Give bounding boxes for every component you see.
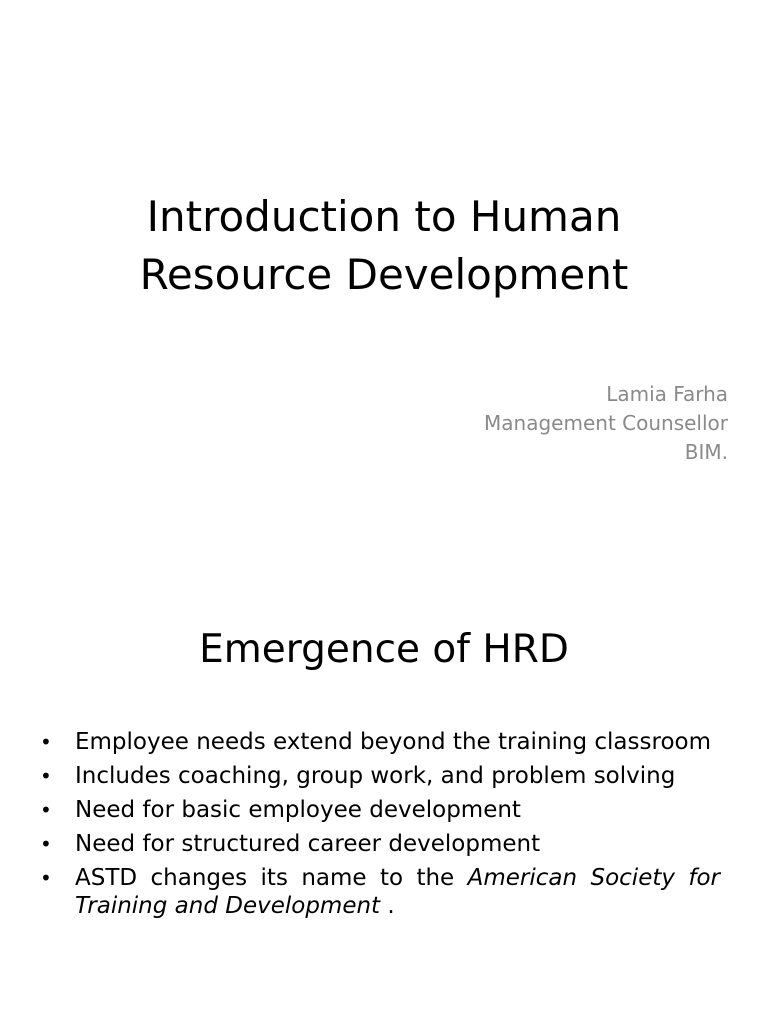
bullet-dot-icon: • <box>40 764 52 788</box>
bullet-dot-icon: • <box>40 730 52 754</box>
author-organization: BIM. <box>684 440 728 464</box>
bullet-text: Need for structured career development <box>75 831 541 857</box>
bullet-item <box>40 864 720 920</box>
bullet-text: ASTD changes its name to the <box>75 865 468 891</box>
bullet-list <box>40 728 720 926</box>
bullet-text: Employee needs extend beyond the training classroom <box>75 729 711 755</box>
bullet-dot-icon: • <box>40 832 52 856</box>
bullet-item <box>40 796 720 824</box>
bullet-dot-icon: • <box>40 866 52 890</box>
author-block <box>484 380 728 467</box>
bullet-text: Includes coaching, group work, and problem solving <box>75 763 676 789</box>
slide-heading: Emergence of HRD <box>199 627 569 672</box>
bullet-dot-icon: • <box>40 798 52 822</box>
bullet-text-end: . <box>380 893 395 919</box>
title-line-2: Resource Development <box>139 250 629 299</box>
title-line-1: Introduction to Human <box>146 192 622 241</box>
content-slide <box>0 512 768 1024</box>
slide-title <box>60 188 708 304</box>
bullet-text: Need for basic employee development <box>75 797 521 823</box>
bullet-item <box>40 762 720 790</box>
bullet-italic-text: American Society for Training and Development <box>75 865 721 919</box>
author-role: Management Counsellor <box>484 411 728 435</box>
bullet-item <box>40 830 720 858</box>
bullet-item <box>40 728 720 756</box>
author-name: Lamia Farha <box>606 382 728 406</box>
